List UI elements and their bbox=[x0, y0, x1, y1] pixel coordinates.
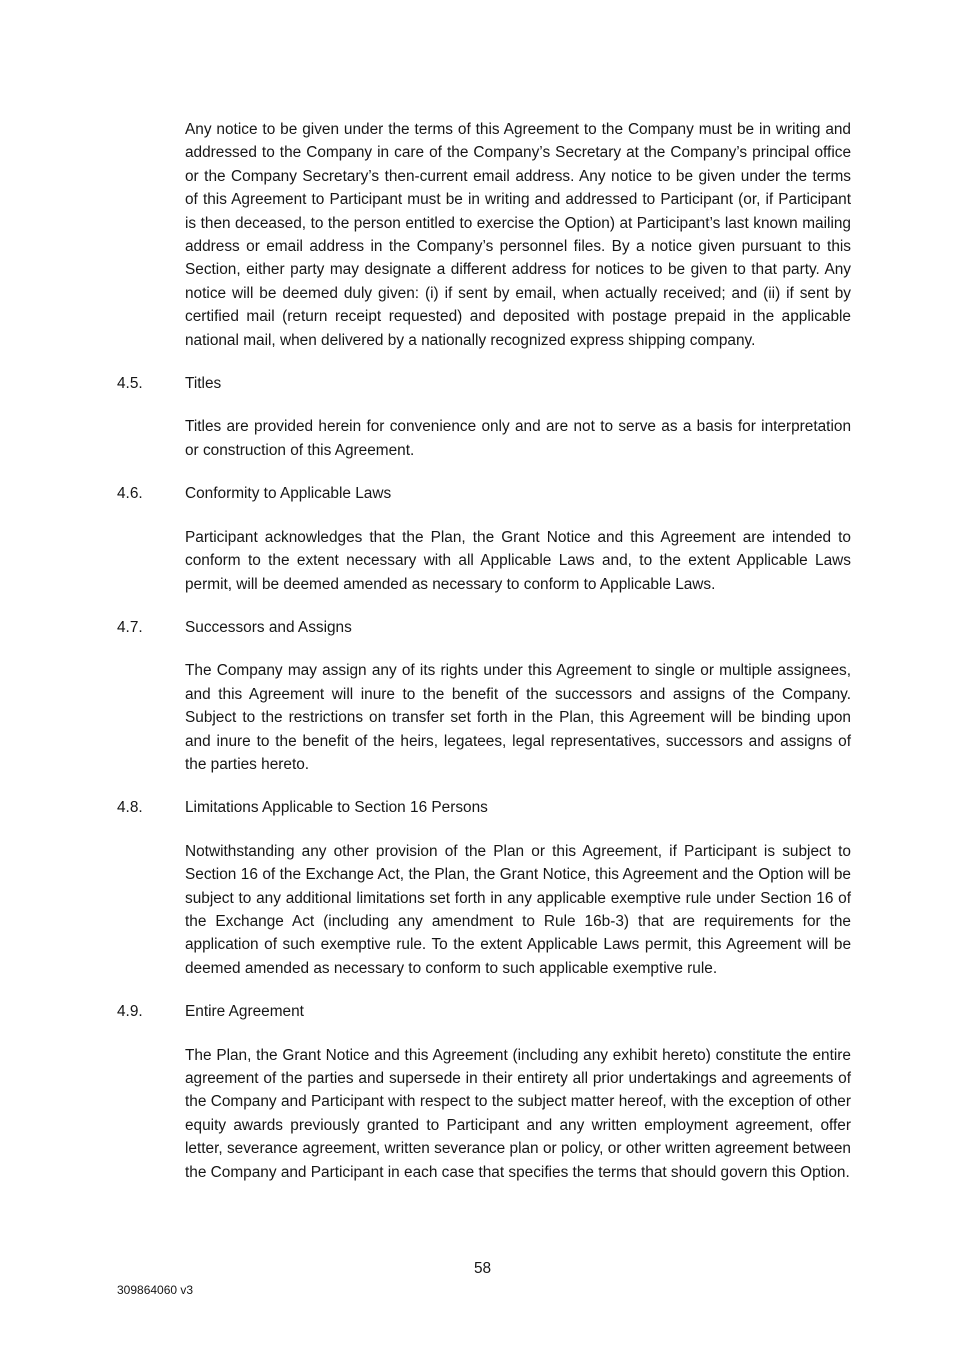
section-number: 4.9. bbox=[117, 1003, 143, 1021]
paragraph-notices: Any notice to be given under the terms of this Agreement to the Company must be in writing and addressed to the Company in care of the Company’s Secretary at the Company’s principal office or the Company Secretary’s then-current email address. Any notice to be given under the terms of this Agreement to Participant must be in writing and addressed to Participant (or, if Participant is then deceased, to the person entitled to exercise the Option) at Participant’s last known mailing address or email address in the Company’s personnel files. By a notice given pursuant to this Section, either party may designate a different address for notices to be given to that party. Any notice will be deemed duly given: (i) if sent by email, when actually received; and (ii) if sent by certified mail (return receipt requested) and deposited with postage prepaid in the applicable national mail, when delivered by a nationally recognized express shipping company. bbox=[185, 121, 851, 349]
section-title: Limitations Applicable to Section 16 Persons bbox=[185, 799, 488, 817]
section-paragraph-limitations: Notwithstanding any other provision of the Plan or this Agreement, if Participant is subject to Section 16 of the Exchange Act, the Plan, the Grant Notice, this Agreement and the Option will be subject to any additional limitations set forth in any applicable exemptive rule under Section 16 of the Exchange Act (including any amendment to Rule 16b-3) that are requirements for the application of such exemptive rule. To the extent Applicable Laws permit, this Agreement will be deemed amended as necessary to conform to such applicable exemptive rule. bbox=[185, 842, 851, 977]
document-body bbox=[117, 118, 851, 1204]
section-title: Conformity to Applicable Laws bbox=[185, 485, 392, 503]
section-title: Successors and Assigns bbox=[185, 618, 352, 636]
section-heading-successors bbox=[117, 616, 851, 639]
section-paragraph-titles: Titles are provided herein for convenience only and are not to serve as a basis for interpretation or construction of this Agreement. bbox=[185, 418, 851, 459]
section-heading-limitations bbox=[117, 796, 851, 819]
section-heading-entire-agreement bbox=[117, 1000, 851, 1023]
section-number: 4.7. bbox=[117, 618, 143, 636]
section-paragraph-successors: The Company may assign any of its rights under this Agreement to single or multiple assignees, and this Agreement will inure to the benefit of the successors and assigns of the Company. Subject to the restrictions on transfer set forth in the Plan, this Agreement will be binding upon and inure to the benefit of the heirs, legatees, legal representatives, successors and assigns of the parties hereto. bbox=[185, 662, 851, 773]
section-number: 4.6. bbox=[117, 485, 143, 503]
section-paragraph-entire-agreement: The Plan, the Grant Notice and this Agreement (including any exhibit hereto) constitute the entire agreement of the parties and supersede in their entirety all prior undertakings and agreements of the Company and Participant with respect to the subject matter hereof, with the exception of other equity awards previously granted to Participant and any written employment agreement, offer letter, severance agreement, written severance plan or policy, or other written agreement between the Company and Participant in each case that specifies the terms that should govern this Option. bbox=[185, 1046, 851, 1181]
document-id-footer: 309864060 v3 bbox=[117, 1283, 194, 1297]
section-number: 4.8. bbox=[117, 799, 143, 817]
section-title: Entire Agreement bbox=[185, 1003, 304, 1021]
section-title: Titles bbox=[185, 375, 222, 393]
page-number: 58 bbox=[473, 1260, 492, 1277]
section-heading-conformity bbox=[117, 482, 851, 505]
section-heading-titles bbox=[117, 372, 851, 395]
section-paragraph-conformity: Participant acknowledges that the Plan, the Grant Notice and this Agreement are intended to conform to the extent necessary with all Applicable Laws and, to the extent Applicable Laws permit, will be deemed amended as necessary to conform to Applicable Laws. bbox=[185, 528, 851, 593]
section-number: 4.5. bbox=[117, 375, 143, 393]
